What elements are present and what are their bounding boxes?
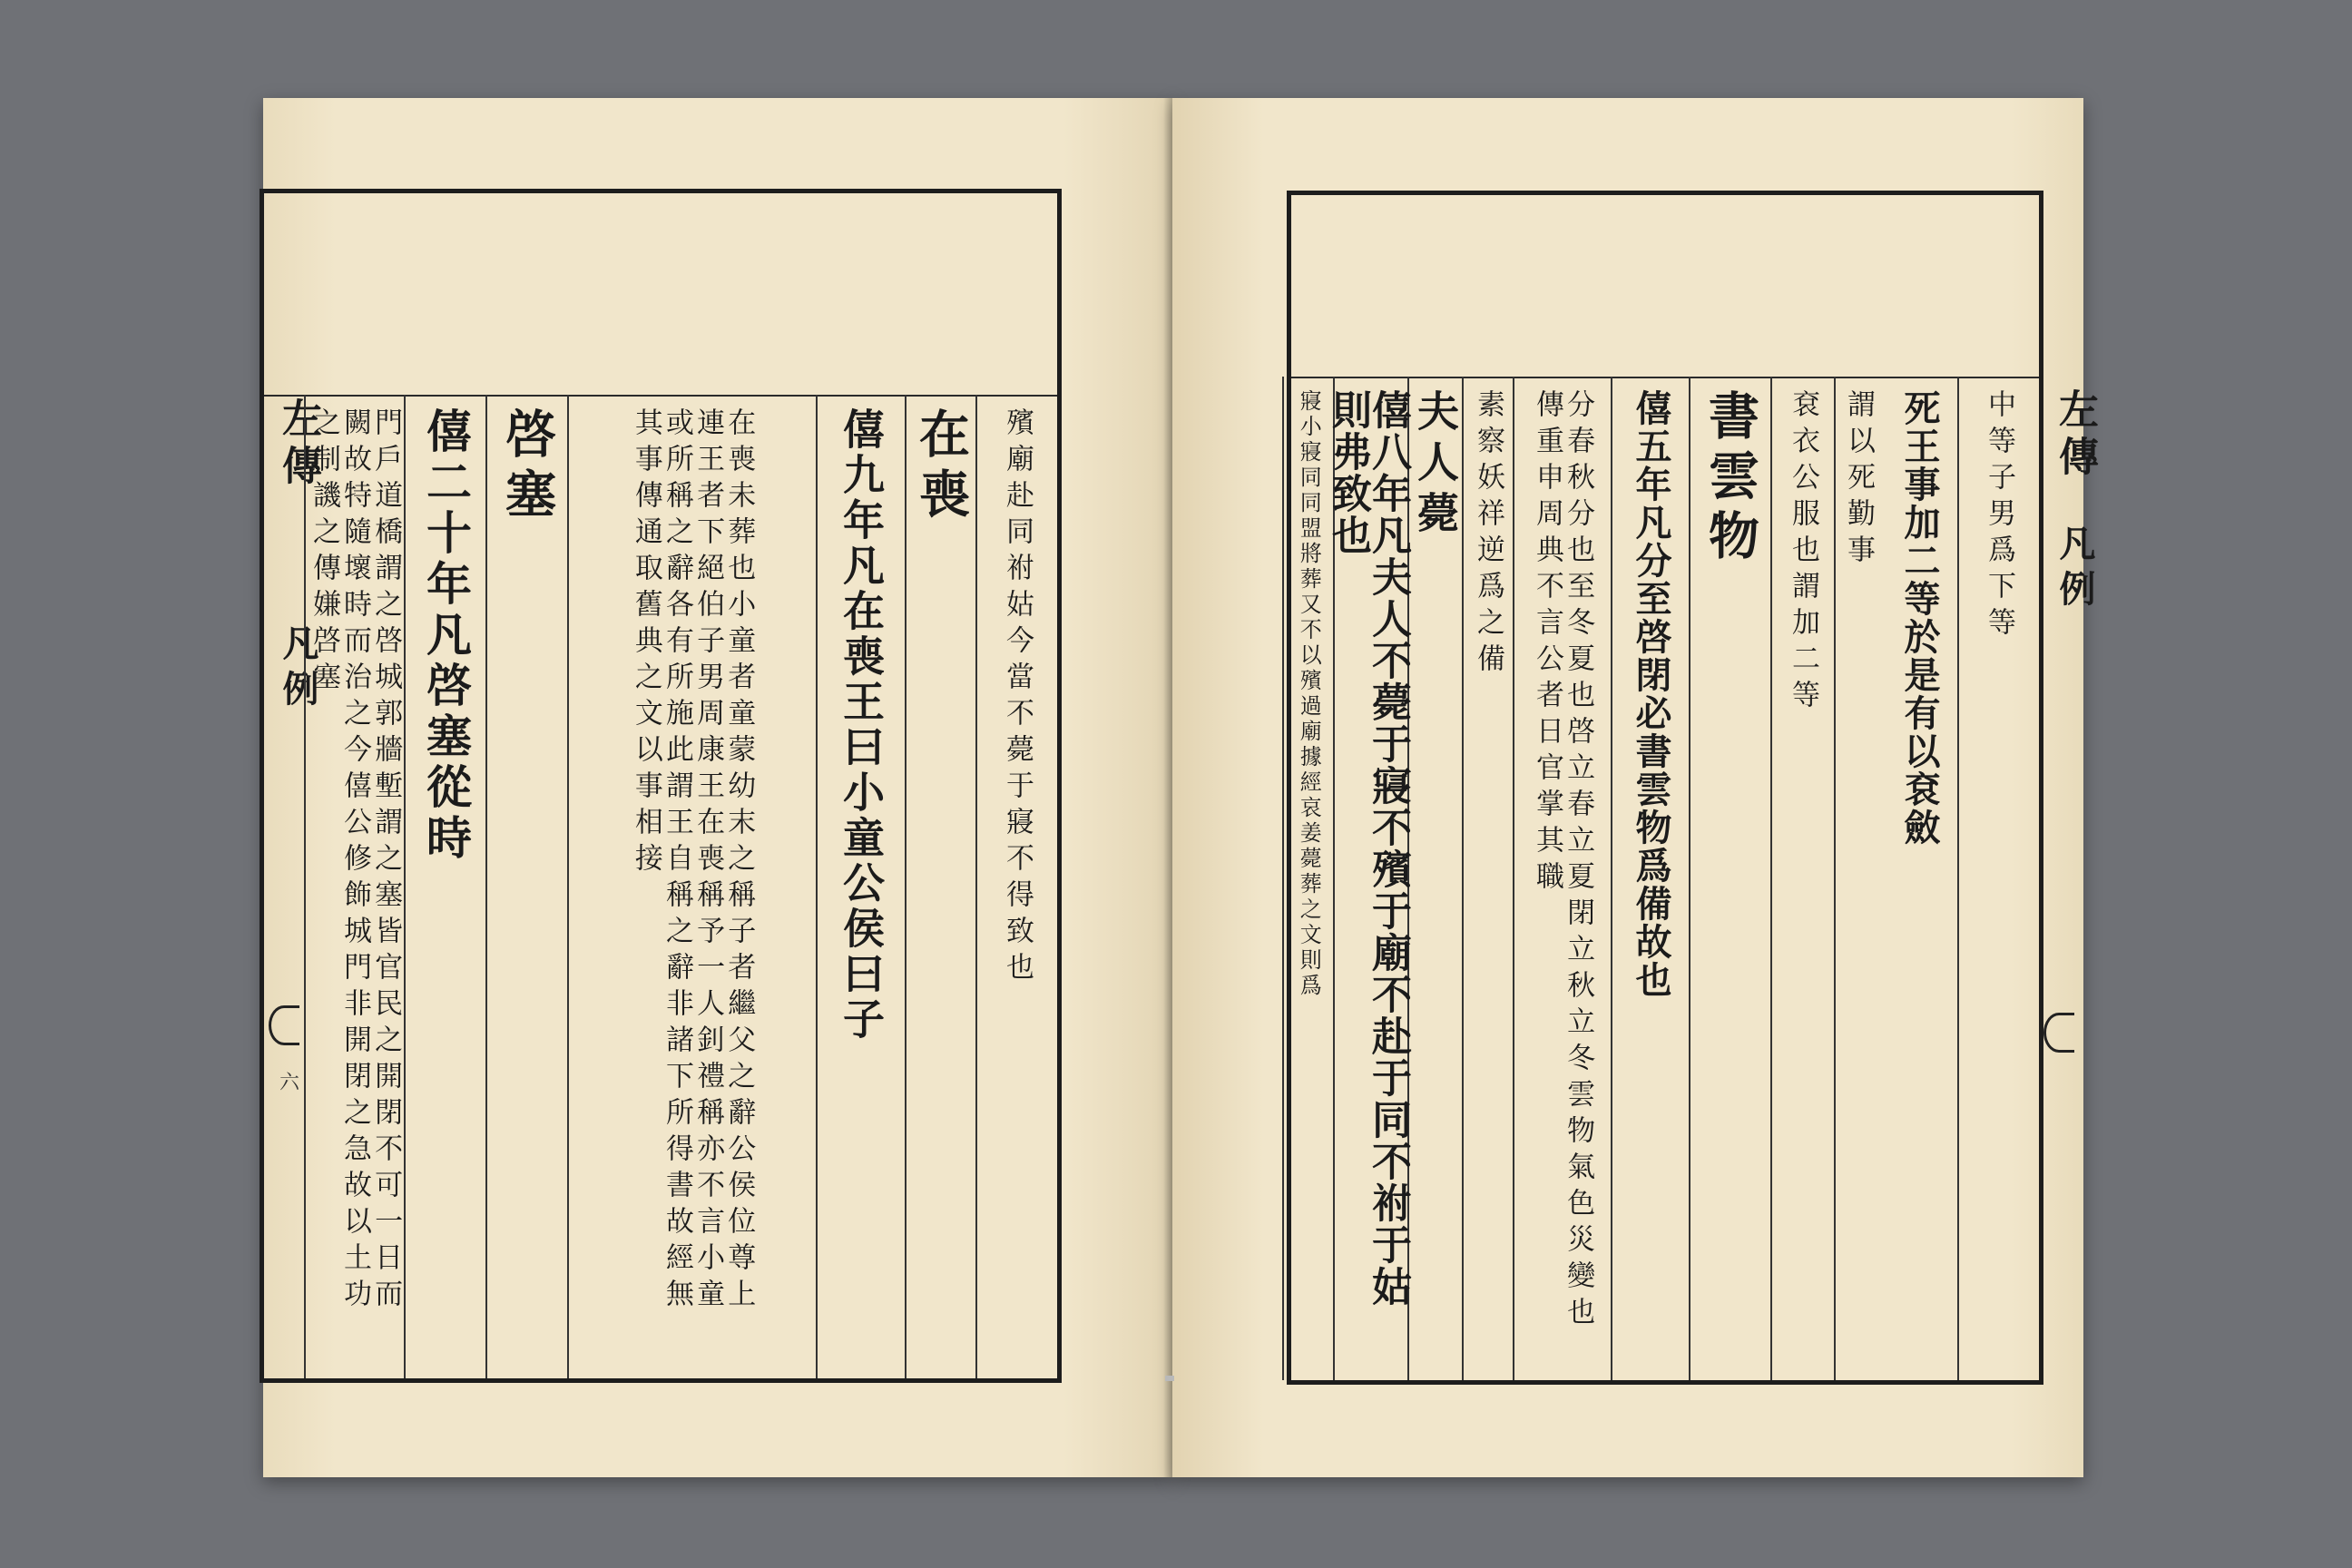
left-page-number: 六 <box>279 1072 300 1094</box>
right-text-frame <box>1287 191 2043 1385</box>
right-header-band <box>1291 195 2039 378</box>
right-col-13: 寢小寢同同盟將葬又不以殯過廟據經哀姜薨葬之文則爲 <box>1282 377 1333 1380</box>
left-col-1: 殯廟赴同祔姑今當不薨于寢不得致也 <box>975 395 1057 1378</box>
right-col-5: 袞衣公服也謂加二等 <box>1770 377 1834 1380</box>
left-margin-section: 凡例 <box>277 624 319 715</box>
right-col-7: 僖五年凡分至啓閉必書雲物爲備故也 <box>1611 377 1689 1380</box>
left-text-frame <box>260 189 1062 1383</box>
left-margin-title: 左傳 <box>275 397 321 492</box>
right-fishtail-mark <box>2043 1013 2074 1053</box>
left-col-6: 僖二十年凡啓塞從時 <box>404 395 485 1378</box>
left-header-band <box>264 193 1057 397</box>
right-col-8: 分春秋分也至冬夏也啓立春立夏閉立秋立冬雲物氣色災變也傳重申周典不言公者日官掌其職 <box>1513 377 1611 1380</box>
right-col-3: 謂以死勤事 <box>1834 377 1881 1380</box>
left-col-2: 在喪 <box>905 395 975 1378</box>
left-page <box>263 98 1172 1477</box>
right-col-12: 僖八年凡夫人不薨于寢不殯于廟不赴于同不祔于姑則弗致也 <box>1333 377 1407 1380</box>
right-margin-title: 左傳 <box>2052 388 2098 483</box>
right-col-11: 夫人薨 <box>1407 377 1462 1380</box>
left-column-area <box>291 395 1057 1378</box>
left-col-3: 僖九年凡在喪王曰小童公侯曰子 <box>816 395 905 1378</box>
right-column-area <box>1291 377 2039 1380</box>
right-col-10: 素察妖祥逆爲之備 <box>1462 377 1513 1380</box>
right-col-1: 中等子男爲下等 <box>1957 377 2039 1380</box>
left-col-7: 門戶道橋謂之啓城郭牆塹謂之塞皆官民之開閉不可一日而闕故特隨壞時而治之今僖公修飾城門非開閉之急故以土功之制譏之傳嫌啓塞 <box>304 395 404 1378</box>
right-margin-section: 凡例 <box>2053 524 2096 615</box>
right-page <box>1172 98 2098 1477</box>
right-col-2: 死王事加二等於是有以袞斂 <box>1898 389 1941 847</box>
left-col-5: 啓塞 <box>485 395 567 1378</box>
right-col-6: 書雲物 <box>1689 377 1770 1380</box>
binding-stitch <box>1165 1376 1174 1381</box>
left-col-4: 在喪未葬也小童者童蒙幼末之稱子者繼父之辭公侯位尊上連王者下絕伯子男周康王在喪稱予一人釗禮稱亦不言小童或所稱之辭各有所施此謂王自稱之辭非諸下所得書故經無其事傳通取舊典之文以事相接 <box>567 395 816 1378</box>
